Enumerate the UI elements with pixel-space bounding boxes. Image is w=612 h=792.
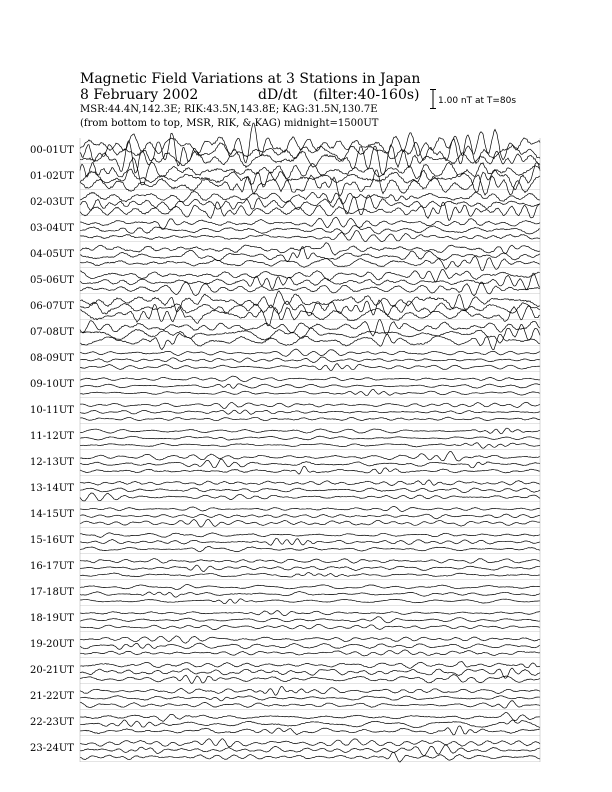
trace-kag	[80, 269, 540, 281]
trace-kag	[80, 291, 540, 312]
trace-kag	[80, 243, 540, 255]
date-label: 8 February 2002	[80, 87, 199, 103]
trace-rik	[80, 565, 540, 571]
row-label: 20-21UT	[30, 665, 74, 676]
row-label: 23-24UT	[30, 743, 74, 754]
trace-kag	[80, 559, 540, 564]
trace-rik	[80, 459, 540, 468]
trace-rik	[80, 643, 540, 649]
row-label: 21-22UT	[30, 691, 74, 702]
row-label: 12-13UT	[30, 457, 74, 468]
trace-kag	[80, 686, 540, 695]
trace-msr	[80, 389, 540, 395]
row-label: 04-05UT	[30, 249, 74, 260]
trace-rik	[80, 410, 540, 414]
trace-rik	[80, 592, 540, 598]
component-label: dD/dt	[258, 87, 298, 103]
order-line: (from bottom to top, MSR, RIK, & KAG) midnight=1500UT	[80, 118, 379, 129]
trace-kag	[80, 451, 540, 461]
trace-msr	[80, 493, 540, 501]
trace-rik	[80, 720, 540, 728]
row-label: 05-06UT	[30, 275, 74, 286]
trace-msr	[80, 726, 540, 735]
row-label: 09-10UT	[30, 379, 74, 390]
trace-kag	[80, 584, 540, 589]
trace-kag	[80, 319, 540, 336]
trace-msr	[80, 701, 540, 708]
trace-kag	[80, 191, 540, 204]
row-label: 22-23UT	[30, 717, 74, 728]
trace-msr	[80, 650, 540, 656]
trace-kag	[80, 376, 540, 382]
row-label: 06-07UT	[30, 301, 74, 312]
row-label: 19-20UT	[30, 639, 74, 650]
row-label: 14-15UT	[30, 509, 74, 520]
trace-msr	[80, 443, 540, 448]
trace-kag	[80, 611, 540, 616]
trace-rik	[80, 226, 540, 235]
row-label: 03-04UT	[30, 223, 74, 234]
row-label: 11-12UT	[30, 431, 74, 442]
trace-rik	[80, 384, 540, 388]
trace-rik	[80, 324, 540, 343]
row-label: 15-16UT	[30, 535, 74, 546]
trace-msr	[80, 546, 540, 551]
trace-rik	[80, 436, 540, 440]
trace-kag	[80, 506, 540, 511]
row-label: 16-17UT	[30, 561, 74, 572]
trace-kag	[80, 217, 540, 229]
trace-msr	[80, 599, 540, 604]
row-label: 02-03UT	[30, 197, 74, 208]
trace-rik	[80, 617, 540, 623]
row-label: 08-09UT	[30, 353, 74, 364]
stations-line: MSR:44.4N,142.3E; RIK:43.5N,143.8E; KAG:31.5N,130.7E	[80, 104, 378, 115]
row-label: 10-11UT	[30, 405, 74, 416]
chart-title: Magnetic Field Variations at 3 Stations in Japan	[80, 71, 421, 87]
trace-kag	[80, 349, 540, 356]
trace-kag	[80, 533, 540, 538]
trace-msr	[80, 417, 540, 421]
trace-rik	[80, 745, 540, 756]
trace-kag	[80, 123, 540, 163]
trace-msr	[80, 170, 540, 196]
row-label: 01-02UT	[30, 171, 74, 182]
trace-msr	[80, 202, 540, 221]
trace-msr	[80, 256, 540, 270]
trace-rik	[80, 538, 540, 545]
row-label: 07-08UT	[30, 327, 74, 338]
trace-kag	[80, 428, 540, 434]
row-label: 18-19UT	[30, 613, 74, 624]
trace-msr	[80, 364, 540, 371]
row-label: 17-18UT	[30, 587, 74, 598]
trace-msr	[80, 624, 540, 629]
trace-msr	[80, 519, 540, 527]
trace-rik	[80, 357, 540, 363]
trace-kag	[80, 739, 540, 747]
trace-kag	[80, 480, 540, 486]
trace-kag	[80, 636, 540, 643]
trace-rik	[80, 514, 540, 519]
row-label: 13-14UT	[30, 483, 74, 494]
trace-rik	[80, 488, 540, 493]
trace-kag	[80, 402, 540, 408]
trace-kag	[80, 662, 540, 669]
trace-kag	[80, 158, 540, 185]
trace-msr	[80, 752, 540, 762]
row-label: 00-01UT	[30, 145, 74, 156]
trace-rik	[80, 668, 540, 678]
trace-msr	[80, 675, 540, 684]
filter-label: (filter:40-160s)	[313, 87, 420, 103]
scale-label: 1.00 nT at T=80s	[438, 96, 517, 106]
trace-kag	[80, 712, 540, 721]
trace-rik	[80, 696, 540, 701]
trace-msr	[80, 573, 540, 578]
